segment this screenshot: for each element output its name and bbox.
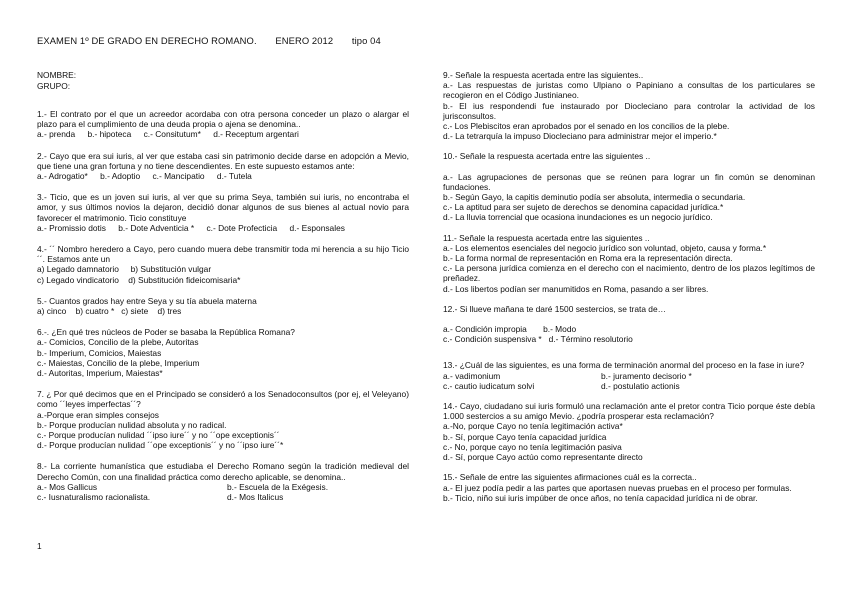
left-column <box>37 70 409 502</box>
option-d: d.- Tutela <box>216 171 252 182</box>
question-12 <box>443 304 815 345</box>
option-d: d.- Receptum argentari <box>213 129 299 140</box>
option-line-2: c) Legado vindicatorio d) Substitución fideicomisaria* <box>37 274 241 285</box>
option-b: b.- hipoteca <box>87 129 132 140</box>
question-text: 13.- ¿Cuál de las siguientes, es una forma de terminación anormal del proceso en la fase in iure? <box>443 360 805 371</box>
exam-header <box>37 36 537 46</box>
question-text: 8.- La corriente humanística que estudiaba el Derecho Romano según la tradición medieval del Derecho Común, con una finalidad práctica como derecho aplicable, se denomina.. <box>37 461 409 482</box>
option-line-4: d.- Sí, porque Cayo actúo como representante directo <box>443 452 643 463</box>
exam-date: ENERO 2012 <box>275 35 334 46</box>
question-text: 11.- Señale la respuesta acertada entre las siguientes .. <box>443 232 650 243</box>
option-c: c.- Iusnaturalismo racionalista. <box>37 492 151 503</box>
option-line-3: c.- La persona jurídica comienza en el derecho con el nacimiento, dentro de los plazos legítimos de preñadez. <box>443 263 815 284</box>
option-a: a.- Promissio dotis <box>37 222 106 233</box>
question-15 <box>443 472 815 503</box>
question-text: 6.-. ¿En qué tres núcleos de Poder se basaba la República Romana? <box>37 327 295 338</box>
option-line-3: c.- La aptitud para ser sujeto de derechos se denomina capacidad jurídica.* <box>443 202 724 213</box>
option-line-1: a.- Las agrupaciones de personas que se reúnen para lograr un fin común se denominan fundaciones. <box>443 171 815 192</box>
question-text: 5.- Cuantos grados hay entre Seya y su tía abuela materna <box>37 295 257 306</box>
option-line-2: b.- Porque producían nulidad absoluta y no radical. <box>37 419 227 430</box>
option-d: d.- Mos Italicus <box>227 492 284 503</box>
option-line-1: a.- Condición impropia b.- Modo <box>443 324 577 335</box>
option-line-1: a.- Las respuestas de juristas como Ulpiano o Papiniano a consultas de los particulares se recogieron en el Código Justinianeo. <box>443 80 815 101</box>
question-9 <box>443 70 815 141</box>
option-line-1: a) Legado damnatorio b) Substitución vulgar <box>37 264 212 275</box>
option-b: b.- Dote Adventicia * <box>118 222 195 233</box>
student-fields <box>37 70 409 91</box>
option-line-2: b.- La forma normal de representación en Roma era la representación directa. <box>443 253 733 264</box>
option-line-4: d.- Porque producían nulidad ´´ope exceptionis´´ y no ´´ipso iure´´* <box>37 440 284 451</box>
option-line-2: b.- Ticio, niño sui iuris impúber de once años, no tenía capacidad jurídica ni de obrar. <box>443 492 758 503</box>
question-8 <box>37 461 409 502</box>
option-c: c.- Mancipatio <box>152 171 205 182</box>
option-line-3: c.- Maiestas, Concilio de la plebe, Imperium <box>37 357 200 368</box>
option-line-3: c.- Porque producían nulidad ´´ipso iure´´ y no ´´ope exceptionis´´ <box>37 430 280 441</box>
option-line-1: a) cinco b) cuatro * c) siete d) tres <box>37 306 182 317</box>
question-text: 14.- Cayo, ciudadano sui iuris formuló una reclamación ante el pretor contra Ticio porque éste debía 1.000 sestercios a su amigo Mevio. ¿podría prosperar esta reclamación? <box>443 401 815 422</box>
question-options <box>37 171 409 181</box>
question-text: 10.- Señale la respuesta acertada entre las siguientes .. <box>443 151 651 162</box>
question-14 <box>443 401 815 462</box>
option-line-1: a.-Porque eran simples consejos <box>37 409 159 420</box>
question-options <box>37 223 409 233</box>
question-10 <box>443 151 815 222</box>
option-line-1: a.- El juez podía pedir a las partes que aportasen nuevas pruebas en el proceso per formulas. <box>443 482 792 493</box>
question-options <box>443 371 815 391</box>
option-line-4: d.- Autoritas, Imperium, Maiestas* <box>37 368 163 379</box>
question-text: 7. ¿ Por qué decimos que en el Principado se consideró a los Senadoconsultos (por ej, el Veleyano) como ´´leyes imperfectas´´? <box>37 389 409 410</box>
question-7 <box>37 389 409 450</box>
question-text: 3.- Ticio, que es un joven sui iuris, al ver que su prima Seya, también sui iuris, no encontraba el amor, y sus últimos novios la dejaron, decidió donar algunos de sus bienes al actual novio para favorecer el matrimonio. Ticio constituye <box>37 192 409 223</box>
option-line-3: c.- No, porque cayo no tenía legitimación pasiva <box>443 441 622 452</box>
option-b: b.- Escuela de la Exégesis. <box>227 481 329 492</box>
option-line-4: d.- La tetrarquía la impuso Diocleciano para administrar mejor el imperio.* <box>443 131 717 142</box>
option-line-4: d.- La lluvia torrencial que ocasiona inundaciones es un negocio jurídico. <box>443 212 713 223</box>
question-1 <box>37 109 409 140</box>
right-column <box>443 70 815 503</box>
option-a: a.- Mos Gallicus <box>37 481 98 492</box>
option-line-1: a.- Comicios, Concilio de la plebe, Autoritas <box>37 337 199 348</box>
question-6 <box>37 327 409 378</box>
question-3 <box>37 192 409 233</box>
grupo-label: GRUPO: <box>37 80 71 91</box>
option-line-2: b.- El ius respondendi fue instaurado por Diocleciano para controlar la actividad de los jurisconsultos. <box>443 100 815 121</box>
question-text: 12.- Si llueve mañana te daré 1500 sestercios, se trata de… <box>443 303 666 314</box>
question-4 <box>37 244 409 285</box>
question-text: 1.- El contrato por el que un acreedor acordaba con otra persona conceder un plazo o alargar el plazo para el cumplimiento de una deuda propia o ajena se denomina.. <box>37 109 409 130</box>
question-13 <box>443 360 815 391</box>
option-c: c.- Consitutum* <box>143 129 201 140</box>
nombre-label: NOMBRE: <box>37 70 77 80</box>
question-text: 2.- Cayo que era sui iuris, al ver que estaba casi sin patrimonio decide darse en adopción a Mevio, que tiene una gran fortuna y no tiene descendientes. En este supuesto estamos ante: <box>37 150 409 171</box>
exam-title: EXAMEN 1º DE GRADO EN DERECHO ROMANO. <box>37 35 257 46</box>
page-number: 1 <box>37 541 42 551</box>
option-line-2: b.- Según Gayo, la capitis deminutio podía ser absoluta, intermedia o secundaria. <box>443 192 746 203</box>
option-line-4: d.- Los libertos podían ser manumitidos en Roma, pasando a ser libres. <box>443 283 709 294</box>
option-c: c.- cautio iudicatum solvi <box>443 380 535 391</box>
option-b: b.- juramento decisorio * <box>601 370 692 381</box>
question-5 <box>37 296 409 316</box>
option-line-2: c.- Condición suspensiva * d.- Término resolutorio <box>443 334 633 345</box>
question-2 <box>37 151 409 182</box>
option-d: d.- postulatio actionis <box>601 380 680 391</box>
option-a: a.- Adrogatio* <box>37 171 88 182</box>
exam-type: tipo 04 <box>351 35 381 46</box>
option-b: b.- Adoptio <box>100 171 141 182</box>
option-line-2: b.- Sí, porque Cayo tenía capacidad jurídica <box>443 431 607 442</box>
option-c: c.- Dote Profecticia <box>206 222 278 233</box>
option-a: a.- prenda <box>37 129 76 140</box>
option-line-2: b.- Imperium, Comicios, Maiestas <box>37 347 162 358</box>
question-text: 4.- ´´ Nombro heredero a Cayo, pero cuando muera debe transmitir toda mi herencia a su hijo Ticio´´. Estamos ante un <box>37 244 409 265</box>
option-line-1: a.-No, porque Cayo no tenía legitimación activa* <box>443 421 623 432</box>
question-options <box>37 129 409 139</box>
option-line-1: a.- Los elementos esenciales del negocio jurídico son voluntad, objeto, causa y forma.* <box>443 242 767 253</box>
question-options <box>37 482 409 502</box>
question-text: 9.- Señale la respuesta acertada entre las siguientes.. <box>443 70 644 80</box>
option-line-3: c.- Los Plebiscitos eran aprobados por el senado en los concilios de la plebe. <box>443 121 730 132</box>
question-11 <box>443 233 815 294</box>
question-text: 15.- Señale de entre las siguientes afirmaciones cuál es la correcta.. <box>443 472 697 483</box>
option-d: d.- Esponsales <box>289 222 345 233</box>
option-a: a.- vadimonium <box>443 370 501 381</box>
